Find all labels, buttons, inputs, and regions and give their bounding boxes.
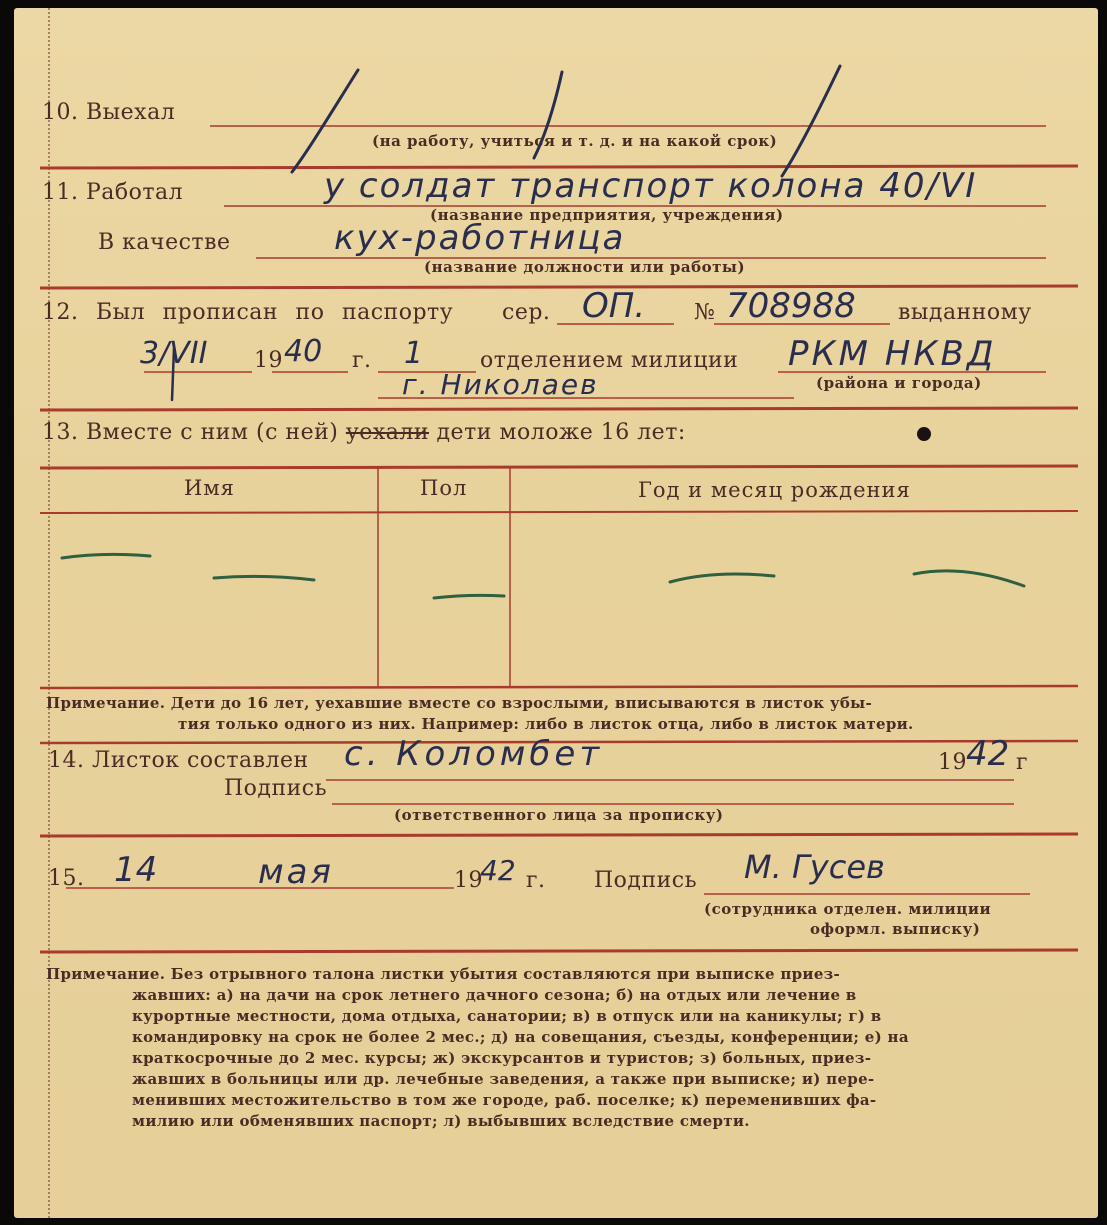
- document-page: [14, 8, 1098, 1218]
- field-12-department-value: 1: [404, 336, 424, 371]
- field-12-city-value: г. Николаев: [402, 368, 599, 401]
- field-13-label: [42, 420, 686, 445]
- field-15-year-suffix: г.: [526, 868, 546, 893]
- field-14-caption: (ответственного лица за прописку): [394, 806, 724, 824]
- note-2-line-8: милию или обменявших паспорт; л) выбывших вследствие смерти.: [132, 1112, 750, 1130]
- field-13-label-struck: уехали: [345, 420, 429, 445]
- field-13-label-b: дети моложе 16 лет:: [436, 420, 686, 445]
- field-11b-caption: (название должности или работы): [424, 258, 746, 276]
- table-header-birth: Год и месяц рождения: [638, 478, 911, 502]
- field-11-caption: (название предприятия, учреждения): [430, 206, 784, 224]
- field-15-month: мая: [258, 852, 334, 892]
- field-12-series-value: ОП.: [582, 286, 646, 326]
- field-15-caption-2: оформл. выписку): [810, 920, 981, 938]
- field-10-label: 10. Выехал: [42, 100, 176, 125]
- table-header-name: Имя: [184, 476, 235, 500]
- note-2-line-5: краткосрочные до 2 мес. курсы; ж) экскурсантов и туристов; з) больных, приез-: [132, 1049, 872, 1067]
- field-12-year-value: 40: [284, 334, 323, 369]
- table-header-sex: Пол: [420, 476, 468, 500]
- field-12-year-prefix: 19: [254, 348, 283, 373]
- field-10-caption: (на работу, учиться и т. д. и на какой срок): [372, 132, 778, 150]
- field-14-value: с. Коломбет: [344, 734, 604, 774]
- field-14-year-prefix: 19: [938, 750, 967, 775]
- field-12-issued-label: выданному: [898, 300, 1032, 325]
- field-11-value: у солдат транспорт колона 40/VI: [324, 166, 978, 206]
- field-15-signature: М. Гусев: [744, 848, 885, 886]
- field-11b-value: кух-работница: [334, 218, 626, 258]
- field-15-sign-label: Подпись: [594, 868, 698, 893]
- field-13-label-a: 13. Вместе с ним (с ней): [42, 420, 339, 445]
- note-2-line-2: жавших: а) на дачи на срок летнего дачного сезона; б) на отдых или лечение в: [132, 986, 857, 1004]
- field-12-department-label: отделением милиции: [480, 348, 739, 373]
- field-12-series-label: сер.: [502, 300, 551, 325]
- field-11b-label: В качестве: [98, 230, 231, 255]
- field-12-date-value: 3/VII: [140, 336, 208, 371]
- note-1-line-2: тия только одного из них. Например: либо в листок отца, либо в листок матери.: [178, 715, 914, 733]
- field-12-city-caption: (района и города): [816, 374, 982, 392]
- field-14-label: 14. Листок составлен: [48, 748, 309, 773]
- note-2-line-3: курортные местности, дома отдыха, санатории; в) в отпуск или на каникулы; г) в: [132, 1007, 882, 1025]
- note-1-line-1: Примечание. Дети до 16 лет, уехавшие вместе со взрослыми, вписываются в листок убы-: [46, 694, 873, 712]
- field-12-year-suffix: г.: [352, 348, 372, 373]
- note-2-line-4: командировку на срок не более 2 мес.; д) на совещания, съезды, конференции; е) на: [132, 1028, 909, 1046]
- field-12-militia-value: РКМ НКВД: [788, 334, 997, 374]
- field-15-year-value: 42: [480, 854, 516, 887]
- field-12-label: 12. Был прописан по паспорту: [42, 300, 454, 325]
- field-15-year-prefix: 19: [454, 868, 483, 893]
- field-15-label: 15.: [48, 866, 85, 891]
- field-12-number-value: 708988: [726, 286, 856, 326]
- field-14-year-suffix: г: [1016, 750, 1029, 775]
- field-11-label: 11. Работал: [42, 180, 184, 205]
- field-14-sign-label: Подпись: [224, 776, 328, 801]
- note-2-line-6: жавших в больницы или др. лечебные заведения, а также при выписке; и) пере-: [132, 1070, 875, 1088]
- field-15-day: 14: [114, 850, 158, 890]
- field-15-caption-1: (сотрудника отделен. милиции: [704, 900, 992, 918]
- field-14-year-value: 42: [966, 734, 1010, 774]
- field-12-number-label: №: [694, 300, 716, 325]
- note-2-line-7: менивших местожительство в том же городе, раб. поселке; к) переменивших фа-: [132, 1091, 877, 1109]
- note-2-line-1: Примечание. Без отрывного талона листки убытия составляются при выписке приез-: [46, 965, 841, 983]
